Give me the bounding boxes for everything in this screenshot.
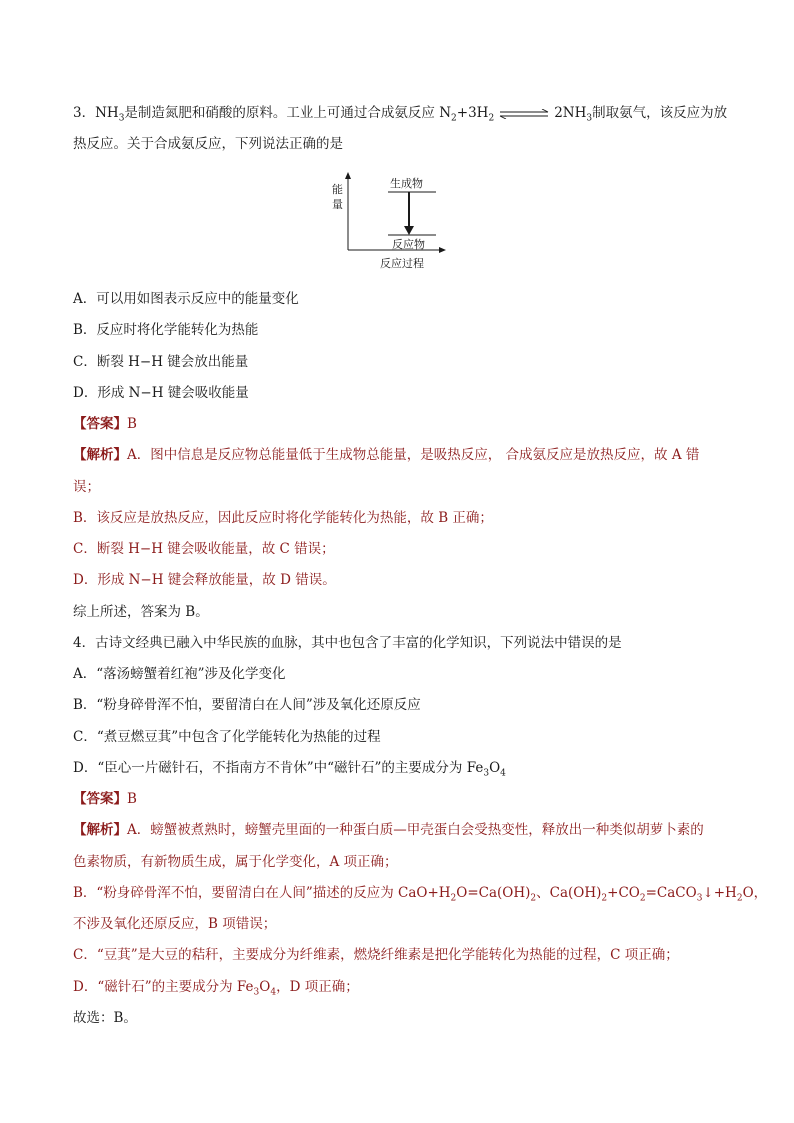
q3-option-b: B．反应时将化学能转化为热能 [73, 322, 259, 338]
q4-conclusion: 故选：B。 [73, 1010, 137, 1026]
q4-analysis-a-line1: 【解析】A．螃蟹被煮熟时，螃蟹壳里面的一种蛋白质—甲壳蛋白会受热变性，释放出一种类似胡萝卜素的 [73, 822, 704, 838]
q3-analysis-line3: B．该反应是放热反应，因此反应时将化学能转化为热能，故 B 正确； [73, 510, 493, 526]
diagram-top-level-label: 生成物 [390, 177, 423, 190]
q4-option-b: B．“粉身碎骨浑不怕，要留清白在人间”涉及氧化还原反应 [73, 697, 421, 713]
q3-analysis-line2: 误； [73, 479, 100, 495]
q3-stem-line2: 热反应。关于合成氨反应，下列说法正确的是 [73, 136, 343, 152]
diagram-y-label: 能量 [332, 183, 343, 211]
q3-option-a: A．可以用如图表示反应中的能量变化 [73, 291, 299, 307]
q4-option-a: A．“落汤螃蟹着红袍”涉及化学变化 [73, 666, 286, 682]
down-arrow-icon [404, 226, 414, 235]
q4-analysis-a-line2: 色素物质，有新物质生成，属于化学变化，A 项正确； [73, 854, 398, 870]
q3-answer: 【答案】B [73, 416, 137, 432]
q4-analysis-b-line2: 不涉及氧化还原反应，B 项错误； [73, 916, 277, 932]
q3-summary: 综上所述，答案为 B。 [73, 604, 209, 620]
energy-diagram [328, 172, 448, 272]
q4-analysis-b-line1: B．“粉身碎骨浑不怕，要留清白在人间”描述的反应为 $CaO+H_2O=Ca(OH)_2$、$Ca(OH)_2+CO_2=CaCO_3↓+H_2O$， [73, 885, 768, 904]
q4-option-d: D．“臣心一片磁针石，不指南方不肯休”中“磁针石”的主要成分为 $Fe_3O_4$ [73, 760, 506, 779]
x-axis-arrow-icon [439, 247, 446, 253]
q4-stem: 4．古诗文经典已融入中华民族的血脉，其中也包含了丰富的化学知识，下列说法中错误的是 [73, 635, 622, 651]
diagram-x-label: 反应过程 [380, 257, 424, 270]
q3-option-c: C．断裂 H−H 键会放出能量 [73, 354, 249, 370]
diagram-bottom-level-label: 反应物 [392, 238, 425, 251]
q3-stem-line1: 3．$NH_3$是制造氮肥和硝酸的原料。工业上可通过合成氨反应 $N_2+3H_2$ $2NH_3$制取氨气，该反应为放 [73, 105, 728, 124]
y-axis-arrow-icon [345, 172, 351, 179]
q3-analysis-line4: C．断裂 H−H 键会吸收能量，故 C 错误； [73, 541, 335, 557]
q4-analysis-c: C．“豆萁”是大豆的秸秆，主要成分为纤维素，燃烧纤维素是把化学能转化为热能的过程，C 项正确； [73, 947, 679, 963]
q3-option-d: D．形成 N−H 键会吸收能量 [73, 385, 249, 401]
q3-analysis-line5: D．形成 N−H 键会释放能量，故 D 错误。 [73, 572, 336, 588]
q4-answer: 【答案】B [73, 791, 137, 807]
equilibrium-arrow-icon [498, 109, 550, 119]
q3-analysis-line1: 【解析】A．图中信息是反应物总能量低于生成物总能量，是吸热反应， 合成氨反应是放热反应，故 A 错 [73, 447, 700, 463]
q4-analysis-d: D．“磁针石”的主要成分为 $Fe_3O_4$，D 项正确； [73, 979, 359, 998]
q4-option-c: C．“煮豆燃豆萁”中包含了化学能转化为热能的过程 [73, 729, 381, 745]
